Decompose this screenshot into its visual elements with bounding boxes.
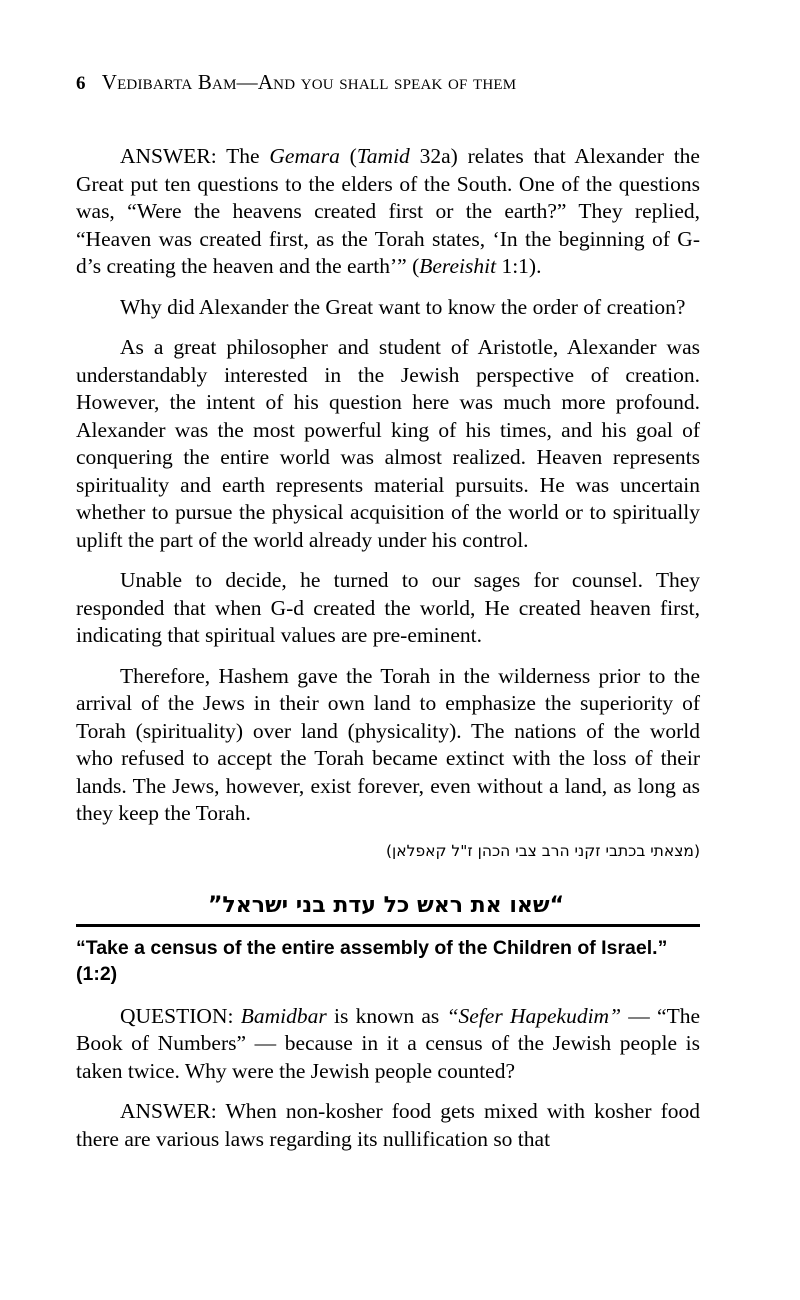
italic-run: Bereishit xyxy=(419,254,497,278)
paragraph xyxy=(76,294,700,322)
text-run: is known as xyxy=(326,1003,447,1028)
page-number: 6 xyxy=(76,73,86,94)
running-head xyxy=(76,70,700,95)
text-run: ( xyxy=(339,144,357,168)
italic-run: Tamid xyxy=(356,144,410,168)
italic-run: “Sefer Hapekudim” xyxy=(446,1003,622,1028)
paragraph xyxy=(76,1003,700,1086)
source-attribution: (מצאתי בכתבי זקני הרב צבי הכהן ז"ל קאפלאן) xyxy=(386,841,700,860)
paragraph xyxy=(76,334,700,554)
hebrew-verse-heading: “שאו את ראש כל עדת בני ישראל” xyxy=(207,892,565,918)
body-text-block xyxy=(76,143,700,1153)
paragraph-group-after-heading xyxy=(76,1003,700,1154)
text-run: — “The Book of Numbers” — because in it a census of the Jewish people is taken twice. Why were the Jewish people counted? xyxy=(76,1003,701,1083)
english-verse-heading: “Take a census of the entire assembly of the Children of Israel.” (1:2) xyxy=(76,936,668,985)
paragraph xyxy=(76,663,700,828)
text-run: Therefore, Hashem gave the Torah in the wilderness prior to the arrival of the Jews in their own land to emphasize the superiority of Torah (spirituality) over land (physicality). The nations of the world who refused to accept the Torah became extinct with the loss of their lands. The Jews, however, exist forever, even without a land, as long as they keep the Torah. xyxy=(76,663,700,825)
paragraph xyxy=(76,1098,700,1153)
paragraph xyxy=(76,143,700,281)
heading-rule xyxy=(76,924,700,927)
text-run: ANSWER: The xyxy=(120,144,270,168)
italic-run: Bamidbar xyxy=(240,1003,327,1028)
text-run: 1:1). xyxy=(496,254,542,278)
text-run: ANSWER: When non-kosher food gets mixed with kosher food there are various laws regarding its nullification so that xyxy=(76,1099,700,1151)
text-run: 32a) relates that Alexander the Great put ten questions to the elders of the South. One of the questions was, “Were the heavens created first or the earth?” They replied, “Heaven was created first, as the Torah states, ‘In the beginning of G-d’s creating the heaven and the earth’” ( xyxy=(76,144,700,278)
italic-run: Gemara xyxy=(269,144,340,168)
text-run: Why did Alexander the Great want to know the order of creation? xyxy=(120,294,686,319)
text-run: QUESTION: xyxy=(120,1003,241,1028)
text-run: As a great philosopher and student of Aristotle, Alexander was understandably interested in the Jewish perspective of creation. However, the intent of his question here was much more profound. Alexander was the most powerful king of his times, and his goal of conquering the entire world was almost realized. Heaven represents spirituality and earth represents material pursuits. He was uncertain whether to pursue the physical acquisition of the world or to spiritually uplift the part of the world already under his control. xyxy=(76,335,700,552)
page-content xyxy=(76,70,700,1166)
text-run: Unable to decide, he turned to our sages for counsel. They responded that when G-d created the world, He created heaven first, indicating that spiritual values are pre-eminent. xyxy=(76,568,700,647)
paragraph xyxy=(76,567,700,650)
paragraph-group-before-heading xyxy=(76,143,700,828)
running-title: Vedibarta Bam—And you shall speak of them xyxy=(101,70,517,94)
